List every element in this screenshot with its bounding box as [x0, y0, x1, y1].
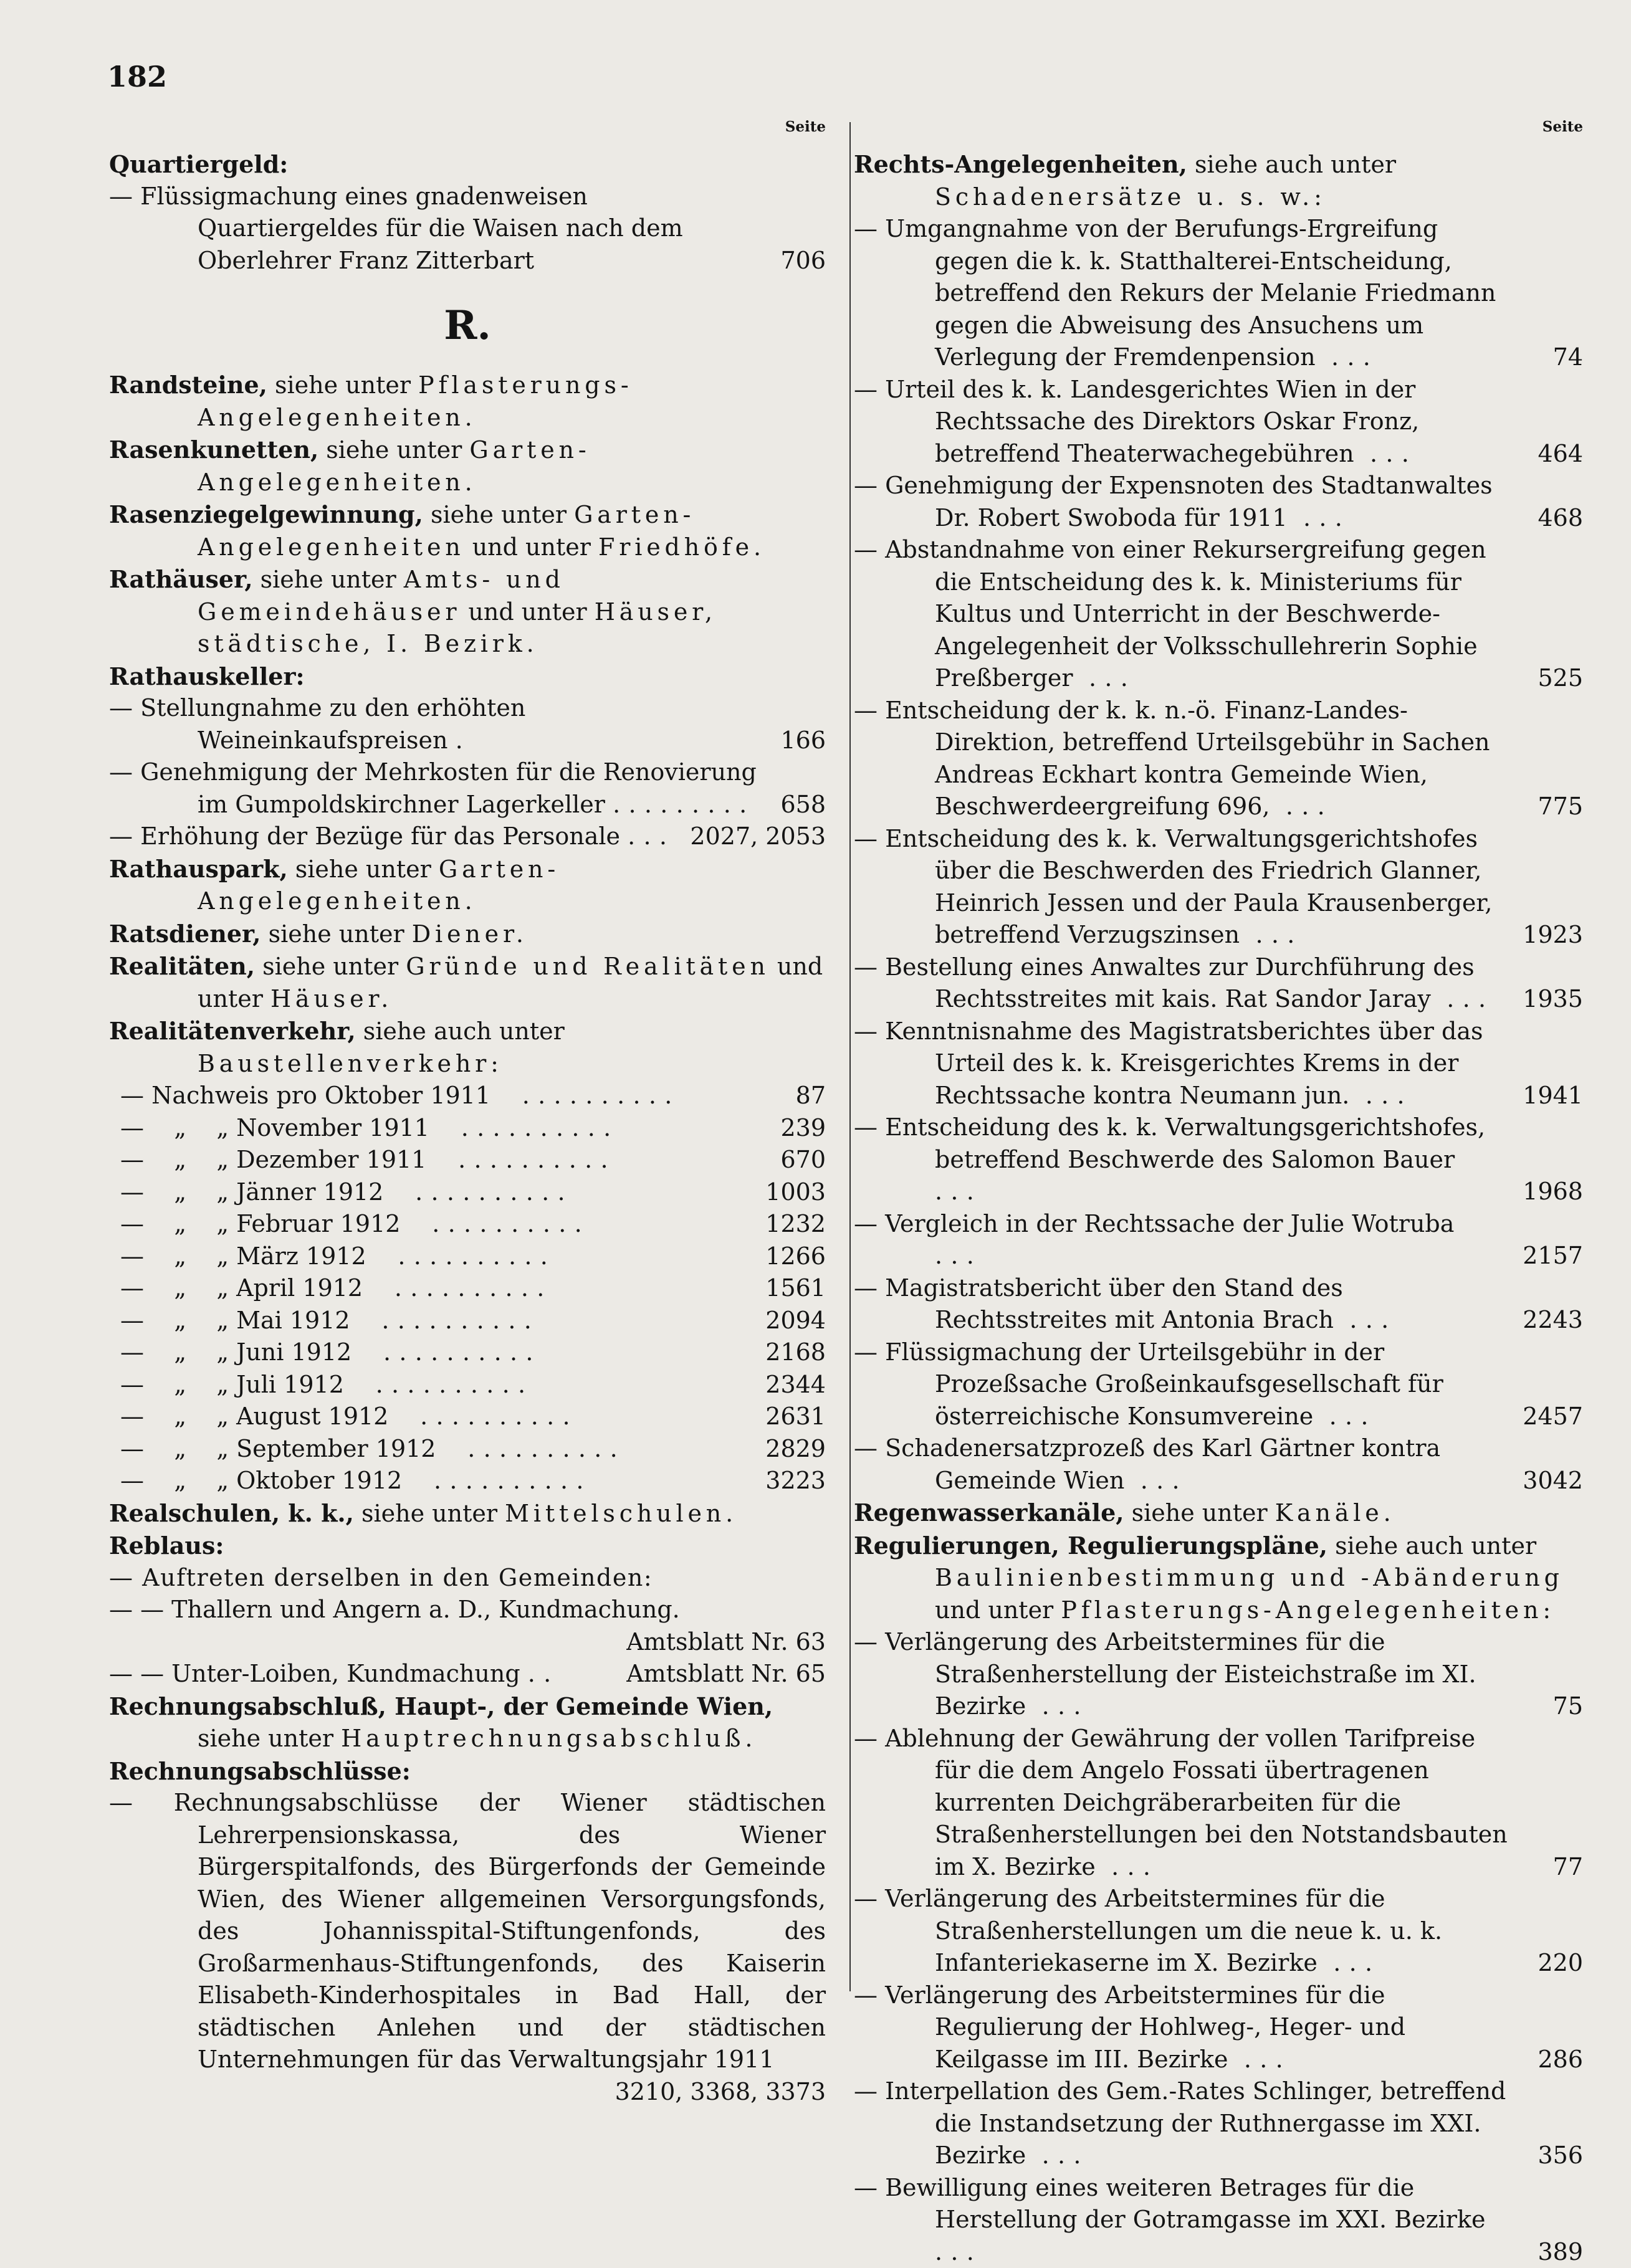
report-month: — „ „ März 1912 — [120, 1242, 366, 1270]
sub-entry — [109, 1787, 826, 2076]
sub-entry — [109, 1562, 826, 1594]
sub-entry: — Umgangnahme von der Berufungs-Ergreifung gegen die k. k. Statthalterei-Entscheidung, betreffend den Rekurs der Melanie Friedmann gegen die Abweisung des Ansuchens um Verlegung der Fremdenpension ... 74 — [854, 213, 1583, 374]
index-entry — [109, 498, 826, 563]
see-text: siehe unter — [261, 920, 412, 948]
see-reference: Schadenersätze u. s. w.: — [935, 183, 1326, 211]
entry-heading: Realschulen, k. k., — [109, 1499, 354, 1527]
page-ref: 1232 — [765, 1208, 826, 1241]
sub-entry: — Verlängerung des Arbeitstermines für die Regulierung der Hohlweg-, Heger- und Keilgasse im III. Bezirke ... 286 — [854, 1980, 1583, 2076]
entry-heading: Regenwasserkanäle, — [854, 1498, 1124, 1527]
page-ref: 75 — [1553, 1690, 1583, 1723]
sub-entry — [109, 1594, 826, 1626]
see-text: siehe unter — [255, 953, 406, 980]
sub-entry: — Bewilligung eines weiteren Betrages für die Herstellung der Gotramgasse im XXI. Bezirke ... 389 — [854, 2172, 1583, 2268]
sub-entry: — Schadenersatzprozeß des Karl Gärtner kontra Gemeinde Wien ... 3042 — [854, 1432, 1583, 1497]
index-entry — [109, 563, 826, 660]
report-row: — „ „ September 1912 .......... 2829 — [109, 1433, 826, 1465]
right-column — [854, 118, 1583, 2268]
report-month: — „ „ Februar 1912 — [120, 1210, 400, 1237]
sub-entry-text: — Umgangnahme von der Berufungs-Ergreifung gegen die k. k. Statthalterei-Entscheidung, betreffend den Rekurs der Melanie Friedmann gegen die Abweisung des Ansuchens um Verlegung der Fremdenpension — [854, 215, 1496, 371]
entry-heading: Rechnungsabschlüsse: — [109, 1755, 826, 1788]
column-header-right: Seite — [854, 118, 1583, 148]
index-entry — [109, 853, 826, 918]
page-ref: 166 — [780, 725, 826, 757]
sub-entry-text: — Flüssigmachung der Urteilsgebühr in der Prozeßsache Großeinkaufsgesellschaft für österreichische Konsumvereine — [854, 1338, 1443, 1430]
sub-entry: — Entscheidung der k. k. n.-ö. Finanz-Landes-Direktion, betreffend Urteilsgebühr in Sachen Andreas Eckhart kontra Gemeinde Wien, Beschwerdeergreifung 696, ... 775 — [854, 695, 1583, 823]
sub-entry: — Magistratsbericht über den Stand des Rechtsstreites mit Antonia Brach ... 2243 — [854, 1272, 1583, 1336]
sub-entry: — Vergleich in der Rechtssache der Julie Wotruba ... 2157 — [854, 1208, 1583, 1272]
report-row: — „ „ April 1912 .......... 1561 — [109, 1272, 826, 1305]
see-reference: Mittelschulen. — [505, 1500, 737, 1527]
index-entry — [109, 918, 826, 951]
page-ref: 2243 — [1523, 1304, 1583, 1336]
page-ref: 464 — [1538, 438, 1583, 470]
page-ref: Amtsblatt Nr. 63 — [109, 1626, 826, 1659]
sub-entry-text: — Auftreten derselben in den Gemeinden: — [109, 1564, 653, 1591]
see-text: siehe unter — [318, 436, 469, 464]
sub-entry-text: — Schadenersatzprozeß des Karl Gärtner kontra Gemeinde Wien — [854, 1434, 1440, 1494]
page-ref: Amtsblatt Nr. 65 — [626, 1658, 826, 1690]
sub-entry-text: — Abstandnahme von einer Rekursergreifung gegen die Entscheidung des k. k. Ministeriums für Kultus und Unterricht in der Beschwerde-Angelegenheit der Volksschullehrerin Sophie Preßberger — [854, 536, 1486, 692]
report-month: — Nachweis pro Oktober 1911 — [120, 1082, 490, 1109]
page-ref: 3210, 3368, 3373 — [109, 2076, 826, 2108]
page-ref: 2344 — [765, 1369, 826, 1401]
see-reference: Hauptrechnungsabschluß. — [341, 1725, 757, 1752]
report-month: — „ „ Juni 1912 — [120, 1338, 352, 1366]
page-ref: 87 — [796, 1080, 826, 1112]
sub-entry: — — Unter-Loiben, Kundmachung .. Amtsblatt Nr. 65 — [109, 1658, 826, 1690]
see-text: siehe unter — [288, 855, 439, 883]
sub-entry-text: — Entscheidung des k. k. Verwaltungsgerichtshofes, betreffend Beschwerde des Salomon Bauer — [854, 1113, 1485, 1173]
index-entry — [109, 1497, 826, 1530]
entry-heading: Rasenkunetten, — [109, 436, 318, 464]
sub-entry-text: — Magistratsbericht über den Stand des Rechtsstreites mit Antonia Brach — [854, 1274, 1343, 1334]
entry-heading: Reblaus: — [109, 1530, 826, 1562]
entry-heading: Rathäuser, — [109, 565, 253, 593]
page-ref: 3223 — [765, 1465, 826, 1497]
sub-entry: — Urteil des k. k. Landesgerichtes Wien in der Rechtssache des Direktors Oskar Fronz, betreffend Theaterwachegebühren ... 464 — [854, 374, 1583, 470]
report-month: — „ „ Jänner 1912 — [120, 1178, 383, 1206]
page-ref: 2631 — [765, 1401, 826, 1433]
page-ref: 2027, 2053 — [690, 821, 826, 853]
report-row: — „ „ Dezember 1911 .......... 670 — [109, 1144, 826, 1176]
page-ref: 658 — [780, 789, 826, 821]
sub-entry-text: — Bestellung eines Anwaltes zur Durchführung des Rechtsstreites mit kais. Rat Sandor Jaray — [854, 953, 1475, 1013]
see-reference: Gründe und Realitäten — [406, 953, 770, 980]
entry-heading: Realitäten, — [109, 952, 255, 980]
see-reference: Friedhöfe. — [598, 533, 765, 561]
entry-heading: Rathauskeller: — [109, 660, 826, 693]
page-ref: 3042 — [1523, 1465, 1583, 1497]
entry-heading: Randsteine, — [109, 371, 267, 399]
see-text: und unter — [935, 1596, 1061, 1624]
sub-entry-text: — Bewilligung eines weiteren Betrages für die Herstellung der Gotramgasse im XXI. Bezirke — [854, 2174, 1485, 2234]
sub-entry-text: — Urteil des k. k. Landesgerichtes Wien in der Rechtssache des Direktors Oskar Fronz, betreffend Theaterwachegebühren — [854, 376, 1419, 467]
see-reference: Diener. — [412, 920, 528, 948]
page-ref: 2168 — [765, 1336, 826, 1369]
report-month: — „ „ Juli 1912 — [120, 1371, 344, 1398]
report-month: — „ „ April 1912 — [120, 1274, 363, 1302]
see-reference: Garten-Angelegenheiten. — [198, 855, 560, 915]
sub-entry-text: — Ablehnung der Gewährung der vollen Tarifpreise für die dem Angelo Fossati übertragenen kurrenten Deichgräberarbeiten für die Straßenherstellungen bei den Notstandsbauten im X. Bezirke — [854, 1725, 1508, 1880]
sub-entry-text: — — Thallern und Angern a. D., Kundmachung. — [109, 1596, 680, 1623]
entry-heading: Realitätenverkehr, — [109, 1017, 356, 1045]
report-row: — „ „ November 1911 .......... 239 — [109, 1112, 826, 1145]
page-ref: 1003 — [765, 1176, 826, 1209]
index-entry — [109, 434, 826, 498]
page-ref: 1935 — [1523, 983, 1583, 1016]
see-text: siehe auch unter — [1327, 1532, 1536, 1560]
sub-entry-text: — Entscheidung der k. k. n.-ö. Finanz-Landes-Direktion, betreffend Urteilsgebühr in Sachen Andreas Eckhart kontra Gemeinde Wien, Beschwerdeergreifung 696, — [854, 697, 1490, 821]
see-reference: Kanäle. — [1275, 1499, 1395, 1527]
legal-matters-list — [854, 213, 1583, 1497]
entry-heading: Ratsdiener, — [109, 920, 261, 948]
sub-entry-text: — Rechnungsabschlüsse der Wiener städtischen Lehrerpensionskassa, des Wiener Bürgerspitalfonds, des Bürgerfonds der Gemeinde Wien, des Wiener allgemeinen Versorgungsfonds, des Johannisspital-Stiftungenfonds, des Großarmenhaus-Stiftungenfonds, des Kaiserin Elisabeth-Kinderhospitales in Bad Hall, der städtischen Anlehen und der städtischen Unternehmungen für das Verwaltungsjahr 1911 — [109, 1789, 826, 2073]
index-entry — [109, 1015, 826, 1080]
report-row: — „ „ Mai 1912 .......... 2094 — [109, 1305, 826, 1337]
see-text: und unter — [465, 533, 598, 561]
left-column — [109, 118, 826, 2108]
page-ref: 525 — [1538, 662, 1583, 695]
report-month: — „ „ August 1912 — [120, 1403, 388, 1430]
see-text: siehe unter — [198, 1725, 341, 1752]
page-number: 182 — [107, 60, 167, 93]
monthly-report-list — [109, 1080, 826, 1497]
page-ref: 706 — [780, 245, 826, 277]
report-row: — „ „ Juli 1912 .......... 2344 — [109, 1369, 826, 1401]
sub-entry: — Interpellation des Gem.-Rates Schlinger, betreffend die Instandsetzung der Ruthnergasse im XXI. Bezirke ... 356 — [854, 2075, 1583, 2172]
report-row: — „ „ März 1912 .......... 1266 — [109, 1241, 826, 1273]
report-row: — „ „ Jänner 1912 .......... 1003 — [109, 1176, 826, 1209]
report-month: — „ „ November 1911 — [120, 1114, 429, 1141]
see-text: siehe auch unter — [1187, 151, 1396, 178]
report-month: — „ „ Mai 1912 — [120, 1307, 350, 1334]
page-ref: 2094 — [765, 1305, 826, 1337]
see-text: siehe unter — [267, 371, 418, 399]
see-text: siehe unter — [354, 1500, 505, 1527]
entry-heading: Rechts-Angelegenheiten, — [854, 150, 1187, 178]
sub-entry: — Kenntnisnahme des Magistratsberichtes über das Urteil des k. k. Kreisgerichtes Krems in der Rechtssache kontra Neumann jun. ... 1941 — [854, 1016, 1583, 1112]
see-reference: Garten-Angelegenheiten. — [198, 436, 591, 496]
sub-entry: — Genehmigung der Expensnoten des Stadtanwaltes Dr. Robert Swoboda für 1911 ... 468 — [854, 470, 1583, 534]
sub-entry-text: — Verlängerung des Arbeitstermines für die Straßenherstellung der Eisteichstraße im XI. Bezirke — [854, 1628, 1476, 1720]
report-month: — „ „ Oktober 1912 — [120, 1467, 402, 1494]
sub-entry: — Bestellung eines Anwaltes zur Durchführung des Rechtsstreites mit kais. Rat Sandor Jaray ... 1935 — [854, 951, 1583, 1016]
sub-entry-text: — Stellungnahme zu den erhöhten Weineinkaufspreisen — [109, 694, 525, 754]
see-text: und unter — [198, 953, 823, 1012]
sub-entry: — Abstandnahme von einer Rekursergreifung gegen die Entscheidung des k. k. Ministeriums für Kultus und Unterricht in der Beschwerde-Angelegenheit der Volksschullehrerin Sophie Preßberger ... 525 — [854, 534, 1583, 695]
see-reference: Baustellenverkehr: — [198, 1050, 503, 1077]
sub-entry: — Stellungnahme zu den erhöhten Weineinkaufspreisen . 166 — [109, 692, 826, 756]
index-entry — [854, 148, 1583, 213]
section-letter: R. — [109, 304, 826, 348]
page-ref: 1941 — [1523, 1080, 1583, 1112]
sub-entry-text: — Kenntnisnahme des Magistratsberichtes über das Urteil des k. k. Kreisgerichtes Krems in der Rechtssache kontra Neumann jun. — [854, 1017, 1483, 1109]
entry-heading: Rasenziegelgewinnung, — [109, 500, 423, 528]
sub-entry: — Erhöhung der Bezüge für das Personale ... 2027, 2053 — [109, 821, 826, 853]
page-ref: 220 — [1538, 1947, 1583, 1980]
report-row: — Nachweis pro Oktober 1911 .......... 87 — [109, 1080, 826, 1112]
report-month: — „ „ Dezember 1911 — [120, 1146, 426, 1173]
column-divider — [849, 122, 851, 1991]
page-ref: 2829 — [765, 1433, 826, 1465]
see-text: siehe unter — [1124, 1499, 1275, 1527]
sub-entry — [109, 181, 826, 277]
page-ref: 1561 — [765, 1272, 826, 1305]
see-reference: Pflasterungs-Angelegenheiten: — [1061, 1596, 1555, 1624]
see-text: siehe unter — [423, 501, 574, 528]
sub-entry-text: — Flüssigmachung eines gnadenweisen Quartiergeldes für die Waisen nach dem Oberlehrer Franz Zitterbart — [109, 183, 683, 274]
sub-entry-text: — Genehmigung der Mehrkosten für die Renovierung im Gumpoldskirchner Lagerkeller — [109, 758, 757, 818]
page-ref: 356 — [1538, 2140, 1583, 2172]
sub-entry: — Verlängerung des Arbeitstermines für die Straßenherstellung der Eisteichstraße im XI. Bezirke ... 75 — [854, 1626, 1583, 1723]
sub-entry: — Flüssigmachung der Urteilsgebühr in der Prozeßsache Großeinkaufsgesellschaft für österreichische Konsumvereine ... 2457 — [854, 1336, 1583, 1433]
entry-heading: Rechnungsabschluß, Haupt-, der Gemeinde Wien, — [109, 1692, 773, 1720]
index-entry — [854, 1530, 1583, 1627]
report-row: — „ „ August 1912 .......... 2631 — [109, 1401, 826, 1433]
see-text: und unter — [461, 598, 594, 626]
index-entry — [109, 369, 826, 434]
sub-entry: — Ablehnung der Gewährung der vollen Tarifpreise für die dem Angelo Fossati übertragenen kurrenten Deichgräberarbeiten für die Straßenherstellungen bei den Notstandsbauten im X. Bezirke ... 77 — [854, 1723, 1583, 1884]
report-row: — „ „ Juni 1912 .......... 2168 — [109, 1336, 826, 1369]
report-row: — „ „ Februar 1912 .......... 1232 — [109, 1208, 826, 1241]
page-ref: 77 — [1553, 1851, 1583, 1884]
page-ref: 1266 — [765, 1241, 826, 1273]
page-ref: 286 — [1538, 2044, 1583, 2076]
page-ref: 239 — [780, 1112, 826, 1145]
column-header-left: Seite — [109, 118, 826, 148]
sub-entry-text: — Erhöhung der Bezüge für das Personale — [109, 822, 620, 850]
page-ref: 389 — [1538, 2236, 1583, 2268]
see-reference: Häuser, städtische, I. Bezirk. — [198, 598, 717, 658]
sub-entry: — Entscheidung des k. k. Verwaltungsgerichtshofes, betreffend Beschwerde des Salomon Bauer ... 1968 — [854, 1112, 1583, 1208]
sub-entry-text: — Genehmigung der Expensnoten des Stadtanwaltes Dr. Robert Swoboda für 1911 — [854, 472, 1493, 531]
see-reference: Amts- und Gemeindehäuser — [198, 566, 565, 626]
sub-entry-text: — Vergleich in der Rechtssache der Julie Wotruba — [854, 1210, 1454, 1237]
see-reference: Häuser. — [270, 985, 393, 1012]
see-reference: Garten-Angelegenheiten — [198, 501, 695, 561]
report-row: — „ „ Oktober 1912 .......... 3223 — [109, 1465, 826, 1497]
page-ref: 775 — [1538, 791, 1583, 823]
page-ref: 1968 — [1523, 1176, 1583, 1208]
sub-entry: — Entscheidung des k. k. Verwaltungsgerichtshofes über die Beschwerden des Friedrich Glanner, Heinrich Jessen und der Paula Krausenberger, betreffend Verzugszinsen ... 1923 — [854, 823, 1583, 951]
entry-heading: Rathauspark, — [109, 855, 288, 883]
index-entry — [109, 1690, 826, 1755]
sub-entry-text: — Verlängerung des Arbeitstermines für die Straßenherstellungen um die neue k. u. k. Infanteriekaserne im X. Bezirke — [854, 1885, 1442, 1976]
entry-heading: Quartiergeld: — [109, 148, 826, 181]
report-month: — „ „ September 1912 — [120, 1435, 436, 1462]
sub-entry: — Verlängerung des Arbeitstermines für die Straßenherstellungen um die neue k. u. k. Infanteriekaserne im X. Bezirke ... 220 — [854, 1883, 1583, 1980]
sub-entry-text: — — Unter-Loiben, Kundmachung — [109, 1660, 520, 1687]
regulation-list — [854, 1626, 1583, 2268]
page-ref: 2457 — [1523, 1401, 1583, 1433]
see-text: siehe unter — [253, 566, 404, 593]
page-ref: 1923 — [1523, 919, 1583, 951]
page-ref: 468 — [1538, 502, 1583, 535]
sub-entry: — Genehmigung der Mehrkosten für die Renovierung im Gumpoldskirchner Lagerkeller ......... 658 — [109, 756, 826, 821]
page-ref: 74 — [1553, 341, 1583, 374]
sub-entry-text: — Interpellation des Gem.-Rates Schlinger, betreffend die Instandsetzung der Ruthnergasse im XXI. Bezirke — [854, 2077, 1506, 2169]
see-reference: Baulinienbestimmung und -Abänderung — [935, 1564, 1564, 1591]
entry-heading: Regulierungen, Regulierungspläne, — [854, 1532, 1327, 1560]
index-entry — [109, 950, 826, 1015]
index-entry — [854, 1497, 1583, 1530]
sub-entry-text: — Entscheidung des k. k. Verwaltungsgerichtshofes über die Beschwerden des Friedrich Glanner, Heinrich Jessen und der Paula Krausenberger, betreffend Verzugszinsen — [854, 825, 1492, 949]
sub-entry-text: — Verlängerung des Arbeitstermines für die Regulierung der Hohlweg-, Heger- und Keilgasse im III. Bezirke — [854, 1981, 1405, 2073]
see-text: siehe auch unter — [356, 1017, 565, 1045]
see-reference: Pflasterungs-Angelegenheiten. — [198, 371, 633, 431]
page-ref: 2157 — [1523, 1240, 1583, 1272]
page-ref: 670 — [780, 1144, 826, 1176]
